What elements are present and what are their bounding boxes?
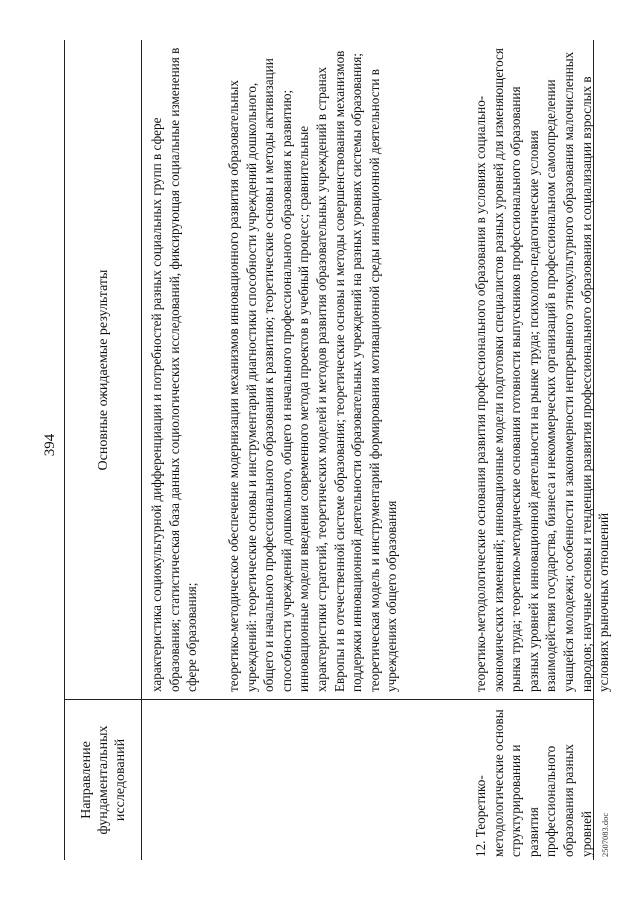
direction-text: 12. Теоретико-методологические основы структурирования и развития профессионального образования разных уровней [473, 709, 594, 857]
result-text: теоретико-методологические основания развития профессионального образования в условиях социально-экономических изменений; инновационные модели подготовки специалистов разных уровней для изменяющегося рынка труда; теоретико-методические основания готовности выпускников профессионального образования разных уровней к инновационной деятельности на рынке труда; психолого-педагогические условия взаимодействия государства, бизнеса и некоммерческих организаций в профессиональном самоопределении учащейся молодежи; особенности и закономерности непрерывного этнокультурного образования малочисленных народов; научные основы и тенденции развития профессионального образования и социализации взрослых в условиях рыночных отношений [473, 48, 612, 692]
column-divider [65, 699, 593, 700]
result-text: теоретико-методическое обеспечение модернизации механизмов инновационного развития образовательных учреждений: теоретические основы и инструментарий диагностики способности учреждений дошкольного, общего и начального профессионального образования к развитию; теоретические основы и методы активизации способности учреждений дошкольного, общего и начального профессионального образования к развитию; инновационные модели введения современного метода проектов в учебный процесс; сравнительные характеристики стратегий, теоретических моделей и методов развития образовательных учреждений в странах Европы и в отечественной системе образования; теоретические основы и методы совершенствования механизмов поддержки инновационной деятельности образовательных учреждений на разных уровнях системы образования; теоретическая модель и инструментарий формирования мотивационной среды инновационной деятельности в учреждениях общего образования [226, 50, 400, 692]
header-results-label: Основные ожидаемые результаты [95, 269, 111, 471]
doc-code: 2507083.doc [600, 812, 610, 857]
header-direction-label: Направление фундаментальных исследований [78, 725, 128, 835]
header-direction [65, 700, 141, 860]
result-text: характеристика социокультурной дифференциации и потребностей разных социальных групп в сфере образования; статистическая база данных социологических исследований, фиксирующая социальные изменения в сфере образования; [149, 47, 200, 692]
header-divider [141, 40, 142, 860]
header-results [65, 40, 141, 700]
page-number: 394 [42, 433, 58, 457]
